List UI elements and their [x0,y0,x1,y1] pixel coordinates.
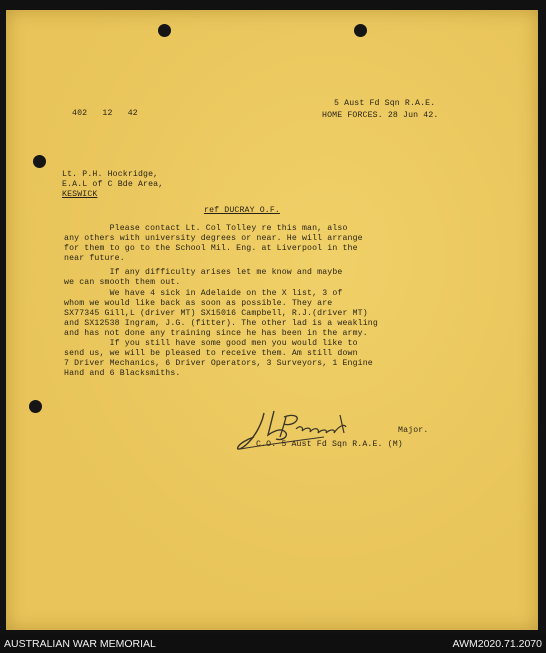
archive-footer [0,634,546,653]
file-reference: 402 12 42 [72,109,138,118]
subject-line: ref DUCRAY O.F. [204,206,280,215]
punch-hole [354,24,367,37]
archive-name: AUSTRALIAN WAR MEMORIAL [4,638,156,650]
punch-hole [29,400,42,413]
body-line: send us, we will be pleased to receive them. Am still down [64,349,358,358]
body-line: Hand and 6 Blacksmiths. [64,369,181,378]
addressee-line: KESWICK [62,190,98,199]
body-line: If any difficulty arises let me know and maybe [64,268,343,277]
unit-name: 5 Aust Fd Sqn R.A.E. [334,99,436,108]
addressee-line: Lt. P.H. Hockridge, [62,170,159,179]
archive-reference: AWM2020.71.2070 [452,638,542,650]
body-line: for them to go to the School Mil. Eng. at Liverpool in the [64,244,358,253]
body-line: we can smooth them out. [64,278,181,287]
location-date: HOME FORCES. 28 Jun 42. [322,111,439,120]
body-line: any others with university degrees or near. He will arrange [64,234,363,243]
signatory-title: C.O. 5 Aust Fd Sqn R.A.E. (M) [256,440,403,449]
body-line: and SX12538 Ingram, J.G. (fitter). The other lad is a weakling [64,319,378,328]
body-line: If you still have some good men you would like to [64,339,358,348]
body-line: and has not done any training since he has been in the army. [64,329,368,338]
punch-hole [33,155,46,168]
letter-page [6,10,538,630]
addressee-line: E.A.L of C Bde Area, [62,180,164,189]
body-line: Please contact Lt. Col Tolley re this man, also [64,224,348,233]
body-line: whom we would like back as soon as possible. They are [64,299,333,308]
punch-hole [158,24,171,37]
body-line: SX77345 Gill,L (driver MT) SX15016 Campbell, R.J.(driver MT) [64,309,368,318]
signatory-rank: Major. [398,426,429,435]
body-line: near future. [64,254,125,263]
body-line: We have 4 sick in Adelaide on the X list, 3 of [64,289,343,298]
body-line: 7 Driver Mechanics, 6 Driver Operators, 3 Surveyors, 1 Engine [64,359,373,368]
